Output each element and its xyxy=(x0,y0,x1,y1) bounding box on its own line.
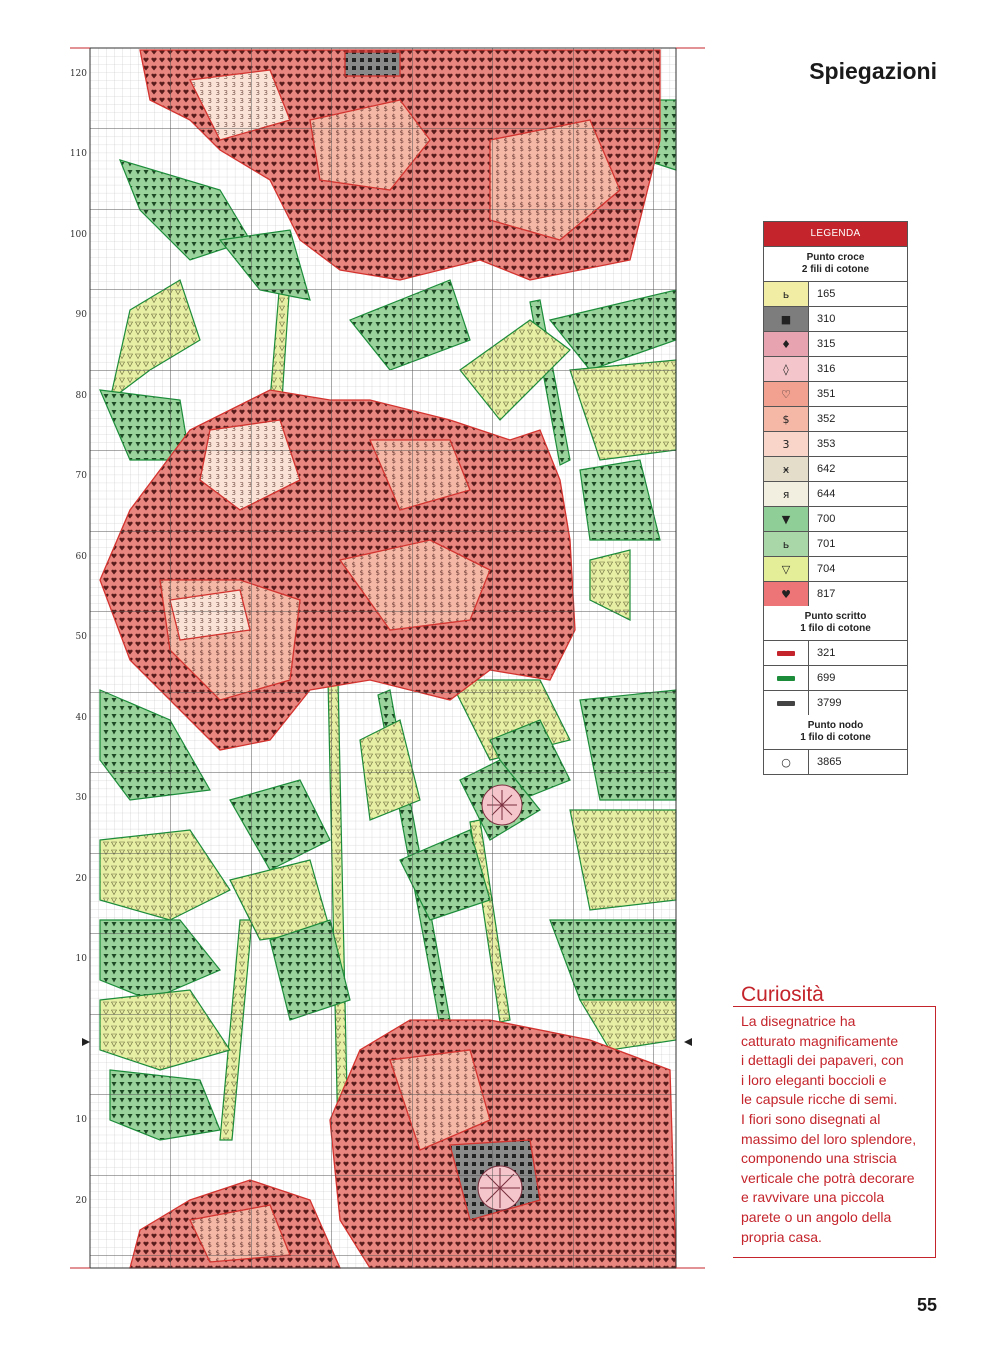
legend-row-351 xyxy=(764,382,907,407)
legend-row-642 xyxy=(764,457,907,482)
y-axis-label: 80 xyxy=(75,391,87,401)
legend-symbol: ♦ xyxy=(764,332,809,356)
center-arrow-left xyxy=(82,1038,90,1046)
legend-row-700 xyxy=(764,507,907,532)
legend-code: 165 xyxy=(817,288,836,300)
legend-row-3799 xyxy=(764,691,907,715)
line-swatch xyxy=(777,701,795,706)
legend-symbol: ь xyxy=(764,532,809,556)
legend-row-644 xyxy=(764,482,907,507)
legend-row-701 xyxy=(764,532,907,557)
legend-symbol: я xyxy=(764,482,809,506)
y-axis-label: 120 xyxy=(70,69,87,79)
y-axis-label: 110 xyxy=(70,149,87,159)
line-swatch xyxy=(777,651,795,656)
legend-code: 315 xyxy=(817,338,836,350)
legend-title: LEGENDA xyxy=(764,222,907,247)
legend-line-swatch xyxy=(764,666,809,690)
legend-row-699 xyxy=(764,666,907,691)
page-number: 55 xyxy=(916,1295,937,1315)
legend-line-swatch xyxy=(764,641,809,665)
y-axis-label: 60 xyxy=(75,552,87,562)
legend-line-swatch xyxy=(764,691,809,715)
y-axis-label: 20 xyxy=(75,874,87,884)
cross-stitch-chart xyxy=(70,40,705,1275)
y-axis-label: 20 xyxy=(75,1196,87,1206)
legend-row-353 xyxy=(764,432,907,457)
legend-code: 700 xyxy=(817,513,836,525)
legend-row-3865 xyxy=(764,750,907,774)
y-axis-label: 10 xyxy=(75,954,87,964)
legend-row-704 xyxy=(764,557,907,582)
legend-symbol: ■ xyxy=(764,307,809,331)
legend-row-165 xyxy=(764,282,907,307)
y-axis-label: 10 xyxy=(75,1115,87,1125)
legend-code: 316 xyxy=(817,363,836,375)
chart-grid xyxy=(70,40,705,1275)
legend-row-321 xyxy=(764,641,907,666)
legend-code: 644 xyxy=(817,488,836,500)
line-swatch xyxy=(777,676,795,681)
legend-cross-stitch-header: Punto croce 2 fili di cotone xyxy=(764,247,907,282)
legend-code: 817 xyxy=(817,588,836,600)
y-axis-label: 30 xyxy=(75,793,87,803)
legend-symbol: 3 xyxy=(764,432,809,456)
legend-row-352 xyxy=(764,407,907,432)
legend-symbol: ь xyxy=(764,282,809,306)
y-axis-label: 40 xyxy=(75,713,87,723)
legend-symbol: $ xyxy=(764,407,809,431)
legend-symbol: ♡ xyxy=(764,382,809,406)
curiosita-title: Curiosità xyxy=(741,983,824,1006)
legend-code: 701 xyxy=(817,538,836,550)
legend-code: 699 xyxy=(817,672,836,684)
legend-symbol: ◊ xyxy=(764,357,809,381)
legend-row-315 xyxy=(764,332,907,357)
y-axis-label: 90 xyxy=(75,310,87,320)
legend-knot-header: Punto nodo 1 filo di cotone xyxy=(764,715,907,750)
legend-symbol: ▼ xyxy=(764,507,809,531)
legend-code: 3865 xyxy=(817,756,842,768)
legend-backstitch-header: Punto scritto 1 filo di cotone xyxy=(764,606,907,641)
legend-table xyxy=(763,221,908,775)
y-axis-label: 100 xyxy=(70,230,87,240)
legend-code: 704 xyxy=(817,563,836,575)
page-title: Spiegazioni xyxy=(809,58,937,84)
legend-code: 352 xyxy=(817,413,836,425)
legend-knot-symbol: ○ xyxy=(764,750,809,774)
legend-symbol: ♥ xyxy=(764,582,809,606)
legend-code: 351 xyxy=(817,388,836,400)
legend-symbol: ӿ xyxy=(764,457,809,481)
curiosita-text: La disegnatrice ha catturato magnificamente i dettagli dei papaveri, con i loro eleganti boccioli e le capsule ricche di semi. I fiori sono disegnati al massimo del loro splendore, componendo una striscia verticale che potrà decorare e ravvivare una piccola parete o un angolo della propria casa. xyxy=(741,1013,917,1245)
legend-code: 310 xyxy=(817,313,836,325)
legend-code: 353 xyxy=(817,438,836,450)
legend-code: 642 xyxy=(817,463,836,475)
legend-code: 321 xyxy=(817,647,836,659)
y-axis-label: 70 xyxy=(75,471,87,481)
center-arrow-right xyxy=(684,1038,692,1046)
legend-row-316 xyxy=(764,357,907,382)
y-axis-label: 50 xyxy=(75,632,87,642)
legend-symbol: ▽ xyxy=(764,557,809,581)
legend-code: 3799 xyxy=(817,697,842,709)
legend-row-310 xyxy=(764,307,907,332)
legend-row-817 xyxy=(764,582,907,606)
